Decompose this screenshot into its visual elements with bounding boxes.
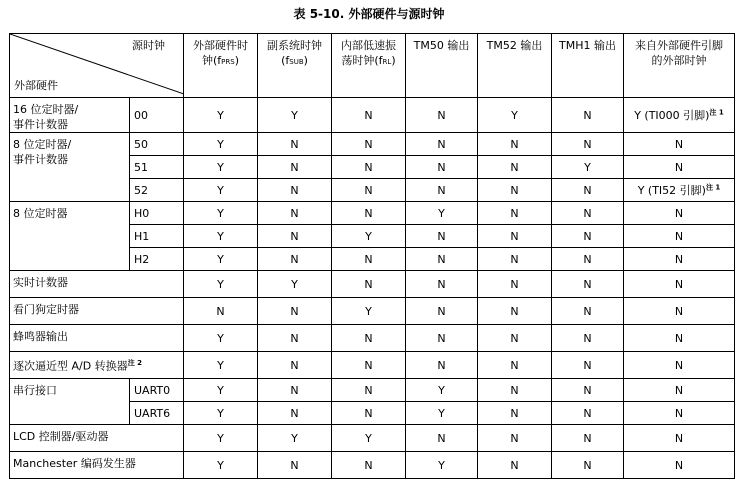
- hw-16bit-timer: 16 位定时器/ 事件计数器: [10, 98, 130, 133]
- cell: N: [258, 379, 332, 402]
- cell: Y: [184, 325, 258, 352]
- cell: Y: [184, 379, 258, 402]
- cell: N: [258, 202, 332, 225]
- cell: N: [332, 202, 406, 225]
- hw-serial: 串行接口: [10, 379, 130, 425]
- source-clock-label: 源时钟: [132, 39, 165, 52]
- unit-cell: 50: [130, 133, 184, 156]
- unit-cell: 52: [130, 179, 184, 202]
- hw-watchdog: 看门狗定时器: [10, 298, 184, 325]
- cell: N: [478, 379, 552, 402]
- cell: N: [478, 452, 552, 479]
- cell: N: [624, 271, 735, 298]
- cell: N: [552, 225, 624, 248]
- cell: N: [406, 298, 478, 325]
- table-row: [10, 425, 735, 452]
- cell: Y: [258, 271, 332, 298]
- cell: N: [478, 325, 552, 352]
- cell: N: [184, 298, 258, 325]
- cell: N: [406, 425, 478, 452]
- cell: N: [552, 202, 624, 225]
- external-hardware-label: 外部硬件: [14, 79, 58, 92]
- hw-rtc: 实时计数器: [10, 271, 184, 298]
- table-row: [10, 298, 735, 325]
- cell: Y: [184, 248, 258, 271]
- cell: N: [478, 271, 552, 298]
- footnote-mark: 注 2: [127, 359, 143, 367]
- cell: N: [552, 98, 624, 133]
- cell: N: [332, 179, 406, 202]
- cell: N: [552, 352, 624, 379]
- header-row: [10, 34, 735, 98]
- cell: N: [624, 248, 735, 271]
- cell: N: [332, 452, 406, 479]
- cell: N: [258, 325, 332, 352]
- cell: N: [406, 156, 478, 179]
- cell: Y: [406, 379, 478, 402]
- table-row: [10, 98, 735, 133]
- cell: Y: [184, 352, 258, 379]
- cell: N: [258, 298, 332, 325]
- cell: Y: [184, 402, 258, 425]
- cell: N: [332, 98, 406, 133]
- cell: N: [406, 179, 478, 202]
- cell: Y: [258, 98, 332, 133]
- cell: N: [406, 325, 478, 352]
- cell: Y: [184, 225, 258, 248]
- cell: N: [624, 298, 735, 325]
- cell: Y: [258, 425, 332, 452]
- cell: N: [624, 402, 735, 425]
- col-header-tm52: TM52 输出: [478, 34, 552, 98]
- cell: N: [332, 271, 406, 298]
- cell: Y (TI000 引脚)$^{注 1}$: [624, 98, 735, 133]
- cell: N: [332, 325, 406, 352]
- cell: Y: [184, 452, 258, 479]
- table-row: [10, 452, 735, 479]
- clock-source-table: [9, 33, 735, 479]
- cell: Y: [184, 425, 258, 452]
- cell: N: [332, 402, 406, 425]
- table-row: [10, 379, 735, 402]
- cell: Y: [406, 402, 478, 425]
- cell: N: [624, 425, 735, 452]
- cell: N: [406, 133, 478, 156]
- cell: N: [332, 352, 406, 379]
- hw-lcd: LCD 控制器/驱动器: [10, 425, 184, 452]
- cell: N: [258, 225, 332, 248]
- diagonal-header-cell: [10, 34, 184, 98]
- col-header-ext-clock: 来自外部硬件引脚 的外部时钟: [624, 34, 735, 98]
- cell: N: [258, 452, 332, 479]
- cell: N: [624, 352, 735, 379]
- cell: N: [332, 248, 406, 271]
- cell: N: [624, 452, 735, 479]
- footnote-mark: 注 1: [709, 108, 724, 117]
- cell: N: [258, 352, 332, 379]
- cell: N: [258, 156, 332, 179]
- cell: N: [552, 425, 624, 452]
- cell: Y: [478, 98, 552, 133]
- cell: N: [478, 425, 552, 452]
- cell: Y (TI52 引脚)$^{注 1}$: [624, 179, 735, 202]
- table-row: [10, 271, 735, 298]
- cell: N: [406, 271, 478, 298]
- cell: N: [332, 133, 406, 156]
- unit-cell: H0: [130, 202, 184, 225]
- cell: N: [478, 202, 552, 225]
- hw-adc: 逐次逼近型 A/D 转换器$^{注 2}$: [10, 352, 184, 379]
- cell: N: [624, 133, 735, 156]
- cell: N: [552, 271, 624, 298]
- footnote-mark: 注 1: [705, 183, 721, 192]
- table-row: [10, 325, 735, 352]
- cell: N: [406, 225, 478, 248]
- cell: N: [552, 133, 624, 156]
- cell: N: [258, 402, 332, 425]
- cell: N: [478, 352, 552, 379]
- cell: N: [624, 202, 735, 225]
- cell: N: [478, 298, 552, 325]
- table-row: [10, 133, 735, 156]
- cell: Y: [332, 298, 406, 325]
- cell: Y: [184, 156, 258, 179]
- cell: N: [332, 379, 406, 402]
- cell: N: [478, 225, 552, 248]
- unit-cell: 51: [130, 156, 184, 179]
- unit-cell: H2: [130, 248, 184, 271]
- cell: N: [406, 352, 478, 379]
- unit-cell: 00: [130, 98, 184, 133]
- cell: Y: [332, 425, 406, 452]
- cell: N: [478, 402, 552, 425]
- cell: N: [624, 379, 735, 402]
- cell: N: [478, 133, 552, 156]
- cell: N: [478, 156, 552, 179]
- cell: N: [552, 379, 624, 402]
- cell: Y: [552, 156, 624, 179]
- col-header-fsub: 副系统时钟 (fSUB): [258, 34, 332, 98]
- cell: N: [478, 248, 552, 271]
- cell: Y: [184, 98, 258, 133]
- cell: Y: [406, 452, 478, 479]
- cell: N: [624, 225, 735, 248]
- hw-buzzer: 蜂鸣器输出: [10, 325, 184, 352]
- col-header-frl: 内部低速振 荡时钟(fRL): [332, 34, 406, 98]
- col-header-fprs: 外部硬件时 钟(fPRS): [184, 34, 258, 98]
- table-row: [10, 202, 735, 225]
- cell: N: [552, 179, 624, 202]
- cell: N: [406, 248, 478, 271]
- col-header-tmh1: TMH1 输出: [552, 34, 624, 98]
- unit-cell: UART0: [130, 379, 184, 402]
- cell: N: [552, 248, 624, 271]
- cell: Y: [184, 271, 258, 298]
- cell: N: [552, 325, 624, 352]
- cell: N: [258, 248, 332, 271]
- cell: Y: [332, 225, 406, 248]
- cell: N: [478, 179, 552, 202]
- cell: N: [552, 402, 624, 425]
- cell: Y: [184, 202, 258, 225]
- cell: N: [624, 325, 735, 352]
- hw-8bit-timer-counter: 8 位定时器/ 事件计数器: [10, 133, 130, 202]
- hw-manchester: Manchester 编码发生器: [10, 452, 184, 479]
- unit-cell: UART6: [130, 402, 184, 425]
- cell: N: [552, 298, 624, 325]
- table-title: 表 5-10. 外部硬件与源时钟: [293, 7, 445, 21]
- cell: N: [258, 179, 332, 202]
- unit-cell: H1: [130, 225, 184, 248]
- cell: N: [406, 98, 478, 133]
- cell: N: [552, 452, 624, 479]
- cell: Y: [184, 179, 258, 202]
- cell: N: [332, 156, 406, 179]
- hw-8bit-timer: 8 位定时器: [10, 202, 130, 271]
- cell: Y: [184, 133, 258, 156]
- cell: N: [258, 133, 332, 156]
- cell: Y: [406, 202, 478, 225]
- col-header-tm50: TM50 输出: [406, 34, 478, 98]
- cell: N: [624, 156, 735, 179]
- table-row: [10, 352, 735, 379]
